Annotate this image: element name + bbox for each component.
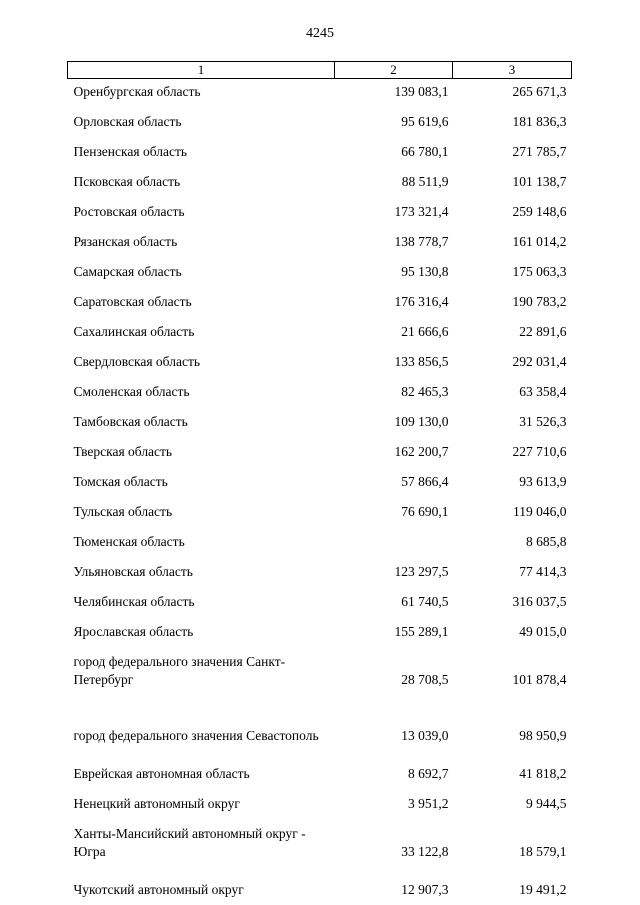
value-col-2: 155 289,1 xyxy=(394,624,449,639)
value-col-3: 63 358,4 xyxy=(519,384,567,399)
value-col-3: 316 037,5 xyxy=(512,594,567,609)
table-row xyxy=(68,643,572,699)
region-name: Тюменская область xyxy=(73,534,185,549)
value-col-3: 101 138,7 xyxy=(512,174,567,189)
table-row xyxy=(68,755,572,785)
value-col-3: 98 950,9 xyxy=(519,728,567,743)
value-col-3: 227 710,6 xyxy=(512,444,567,459)
table-row xyxy=(68,699,572,755)
column-header-1: 1 xyxy=(68,62,335,79)
table-row xyxy=(68,283,572,313)
table-row xyxy=(68,613,572,643)
table-row xyxy=(68,871,572,901)
value-col-2: 95 619,6 xyxy=(401,114,449,129)
table-row xyxy=(68,133,572,163)
region-name: Ярославская область xyxy=(73,624,194,639)
data-table xyxy=(67,61,572,901)
value-col-3: 101 878,4 xyxy=(512,672,567,687)
table-row xyxy=(68,253,572,283)
region-name: Ханты-Мансийский автономный округ - Югра xyxy=(73,826,306,859)
table-row xyxy=(68,433,572,463)
value-col-3: 8 685,8 xyxy=(526,534,567,549)
region-name: Свердловская область xyxy=(73,354,200,369)
region-name: Тамбовская область xyxy=(73,414,188,429)
value-col-2: 176 316,4 xyxy=(394,294,449,309)
value-col-2: 12 907,3 xyxy=(401,882,449,897)
value-col-3: 119 046,0 xyxy=(513,504,567,519)
value-col-3: 18 579,1 xyxy=(519,844,567,859)
value-col-3: 181 836,3 xyxy=(512,114,567,129)
region-name: Псковская область xyxy=(73,174,181,189)
value-col-3: 265 671,3 xyxy=(512,84,567,99)
table-row xyxy=(68,193,572,223)
value-col-2: 88 511,9 xyxy=(401,174,449,189)
value-col-2: 133 856,5 xyxy=(394,354,449,369)
table-row xyxy=(68,223,572,253)
region-name: Пензенская область xyxy=(73,144,187,159)
table-row xyxy=(68,523,572,553)
table-row xyxy=(68,785,572,815)
value-col-2: 57 866,4 xyxy=(401,474,449,489)
table-row xyxy=(68,583,572,613)
region-name: Томская область xyxy=(73,474,168,489)
table-row xyxy=(68,815,572,871)
value-col-3: 161 014,2 xyxy=(512,234,567,249)
value-col-2: 162 200,7 xyxy=(394,444,449,459)
region-name: Смоленская область xyxy=(73,384,190,399)
value-col-3: 31 526,3 xyxy=(519,414,567,429)
region-name: Оренбургская область xyxy=(73,84,201,99)
value-col-2: 28 708,5 xyxy=(401,672,449,687)
region-name: Ульяновская область xyxy=(73,564,193,579)
region-name: Челябинская область xyxy=(73,594,195,609)
table-row xyxy=(68,553,572,583)
value-col-3: 9 944,5 xyxy=(526,796,567,811)
value-col-3: 259 148,6 xyxy=(512,204,567,219)
value-col-2: 21 666,6 xyxy=(401,324,449,339)
value-col-3: 175 063,3 xyxy=(512,264,567,279)
region-name: Сахалинская область xyxy=(73,324,195,339)
table-row xyxy=(68,373,572,403)
value-col-2: 13 039,0 xyxy=(401,728,449,743)
value-col-2: 76 690,1 xyxy=(401,504,449,519)
region-name: Чукотский автономный округ xyxy=(73,882,244,897)
value-col-3: 49 015,0 xyxy=(519,624,567,639)
value-col-3: 93 613,9 xyxy=(519,474,567,489)
header-row xyxy=(68,62,572,79)
value-col-3: 292 031,4 xyxy=(512,354,567,369)
region-name: Ненецкий автономный округ xyxy=(73,796,240,811)
value-col-3: 77 414,3 xyxy=(519,564,567,579)
table-row xyxy=(68,493,572,523)
value-col-2: 8 692,7 xyxy=(408,766,449,781)
region-name: Тверская область xyxy=(73,444,173,459)
region-name: Орловская область xyxy=(73,114,182,129)
value-col-2: 66 780,1 xyxy=(401,144,449,159)
value-col-2 xyxy=(335,523,453,553)
value-col-2: 3 951,2 xyxy=(408,796,449,811)
value-col-2: 82 465,3 xyxy=(401,384,449,399)
value-col-3: 190 783,2 xyxy=(512,294,567,309)
value-col-2: 123 297,5 xyxy=(394,564,449,579)
table-row xyxy=(68,463,572,493)
region-name: Саратовская область xyxy=(73,294,192,309)
region-name: Ростовская область xyxy=(73,204,185,219)
region-name: Тульская область xyxy=(73,504,173,519)
table-header xyxy=(68,62,572,79)
region-name: Самарская область xyxy=(73,264,182,279)
value-col-2: 139 083,1 xyxy=(394,84,449,99)
region-name: город федерального значения Санкт-Петербург xyxy=(73,654,286,687)
page-number: 4245 xyxy=(306,26,334,41)
region-name: город федерального значения Севастополь xyxy=(73,728,319,743)
table-row xyxy=(68,103,572,133)
table-row xyxy=(68,343,572,373)
region-name: Рязанская область xyxy=(73,234,178,249)
value-col-2: 95 130,8 xyxy=(401,264,449,279)
table-row xyxy=(68,163,572,193)
value-col-2: 33 122,8 xyxy=(401,844,449,859)
value-col-2: 61 740,5 xyxy=(401,594,449,609)
column-header-3: 3 xyxy=(453,62,572,79)
value-col-2: 138 778,7 xyxy=(394,234,449,249)
region-name: Еврейская автономная область xyxy=(73,766,250,781)
table-body xyxy=(68,79,572,902)
table-row xyxy=(68,79,572,104)
value-col-2: 109 130,0 xyxy=(394,414,449,429)
value-col-3: 22 891,6 xyxy=(519,324,567,339)
value-col-2: 173 321,4 xyxy=(394,204,449,219)
column-header-2: 2 xyxy=(335,62,453,79)
value-col-3: 271 785,7 xyxy=(512,144,567,159)
value-col-3: 19 491,2 xyxy=(519,882,567,897)
table-row xyxy=(68,403,572,433)
value-col-3: 41 818,2 xyxy=(519,766,567,781)
table-row xyxy=(68,313,572,343)
